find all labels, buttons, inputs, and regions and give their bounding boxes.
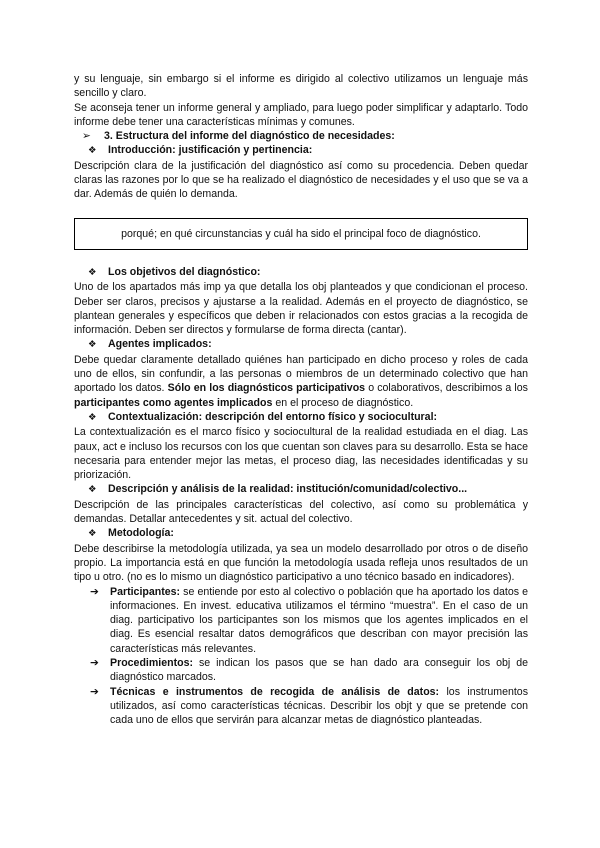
contexto-text: La contextualización es el marco físico y sociocultural de la realidad estudiada en el diag. Las paux, act e incluso los recursos con los que cuentan son claves para su desarrollo. Esta se hace necesaria para entender mejor las metas, el proceso diag, las necesidades identificadas y su priorización. <box>74 426 528 482</box>
objetivos-heading <box>74 265 528 280</box>
diamond-bullet-icon: ❖ <box>88 484 97 496</box>
item-text: se indican los pasos que se han dado ara conseguir los obj de diagnóstico marcados. <box>110 656 528 684</box>
objetivos-text: Uno de los apartados más imp ya que detalla los obj planteados y que condicionan el proceso. Deber ser claros, precisos y ajustarse a la realidad. Además en el proyecto de diagnóstico, se plantean generales y específicos que deben ir relacionados con estos gracias a la recogida de información. Deben ser directos y formularse de forma directa (cantar). <box>74 281 528 337</box>
document-page <box>74 72 528 727</box>
agentes-text-b: o colaborativos, describimos a los <box>365 382 528 395</box>
agentes-heading <box>74 337 528 352</box>
right-arrow-icon: ➔ <box>90 685 99 698</box>
item-text: se entiende por esto al colectivo o población que ha aportado los datos e informaciones. En invest. educativa utilizamos el término “muestra”. En el caso de un diag. participativo los participantes son los mismos que los agentes implicados en el diag. Es esencial resaltar datos demográficos que describan con mayor precisión las características más relevantes. <box>110 585 528 655</box>
section-title: 3. Estructura del informe del diagnóstico de necesidades: <box>104 130 395 143</box>
descripcion-heading <box>74 482 528 497</box>
agentes-text-c: en el proceso de diagnóstico. <box>272 396 414 409</box>
introduccion-title: Introducción: justificación y pertinencia: <box>108 144 313 157</box>
item-label: Procedimientos: <box>110 656 194 669</box>
metodologia-item-participantes <box>74 585 528 656</box>
diamond-bullet-icon: ❖ <box>88 266 97 278</box>
metodologia-text: Debe describirse la metodología utilizada, ya sea un modelo desarrollado por otros o de diseño propio. La importancia está en que función la metodología usada refleja unos resultados de un tipo u otro. (no es lo mismo un diagnóstico participativo a uno técnico basado en indicadores). <box>74 542 528 584</box>
section-heading <box>74 129 528 143</box>
boxed-note-text: porqué; en qué circunstancias y cuál ha sido el principal foco de diagnóstico. <box>121 227 481 240</box>
agentes-bold-a: Sólo en los diagnósticos participativos <box>167 382 366 395</box>
metodologia-item-procedimientos <box>74 656 528 685</box>
diamond-bullet-icon: ❖ <box>88 145 97 157</box>
agentes-bold-b: participantes como agentes implicados <box>74 396 273 409</box>
contexto-heading <box>74 410 528 425</box>
intro-paragraph-2: Se aconseja tener un informe general y ampliado, para luego poder simplificar y adaptarlo. Todo informe debe tener una características mínimas y comunes. <box>74 101 528 128</box>
objetivos-title: Los objetivos del diagnóstico: <box>108 265 261 278</box>
diamond-bullet-icon: ❖ <box>88 528 97 540</box>
diamond-bullet-icon: ❖ <box>88 411 97 423</box>
contexto-title: Contextualización: descripción del entorno físico y sociocultural: <box>108 410 438 423</box>
introduccion-text: Descripción clara de la justificación del diagnóstico así como su procedencia. Deben quedar claras las razones por lo que se ha realizado el diagnóstico de necesidades y el uso que se va a dar. Además de quién lo demanda. <box>74 159 528 201</box>
intro-paragraph-1: y su lenguaje, sin embargo si el informe es dirigido al colectivo utilizamos un lenguaje más sencillo y claro. <box>74 73 528 100</box>
agentes-text <box>74 353 528 410</box>
descripcion-text: Descripción de las principales características del colectivo, así como su problemática y demandas. Detallar antecedentes y sit. actual del colectivo. <box>74 498 528 526</box>
right-arrow-icon: ➔ <box>90 585 99 598</box>
agentes-title: Agentes implicados: <box>108 338 212 351</box>
item-text: los instrumentos utilizados, así como características técnicas. Describir los objt y que se pretende con cada uno de ellos que servirán para alcanzar metas de diagnóstico planteadas. <box>110 685 528 727</box>
introduccion-heading <box>74 143 528 158</box>
right-arrow-icon: ➔ <box>90 656 99 669</box>
diamond-bullet-icon: ❖ <box>88 339 97 351</box>
metodologia-title: Metodología: <box>108 527 174 540</box>
item-label: Participantes: <box>110 585 181 598</box>
metodologia-item-tecnicas <box>74 685 528 728</box>
metodologia-heading <box>74 526 528 541</box>
arrowhead-bullet-icon: ➢ <box>82 130 91 143</box>
item-label: Técnicas e instrumentos de recogida de análisis de datos: <box>110 685 440 698</box>
agentes-text-a: Debe quedar claramente detallado quiénes han participado en dicho proceso y roles de cada uno de ellos, sin confundir, a las personas o miembros de un determinado colectivo que han aportado los datos. <box>74 353 528 395</box>
boxed-note <box>74 218 528 250</box>
descripcion-title: Descripción y análisis de la realidad: institución/comunidad/colectivo... <box>108 483 468 496</box>
